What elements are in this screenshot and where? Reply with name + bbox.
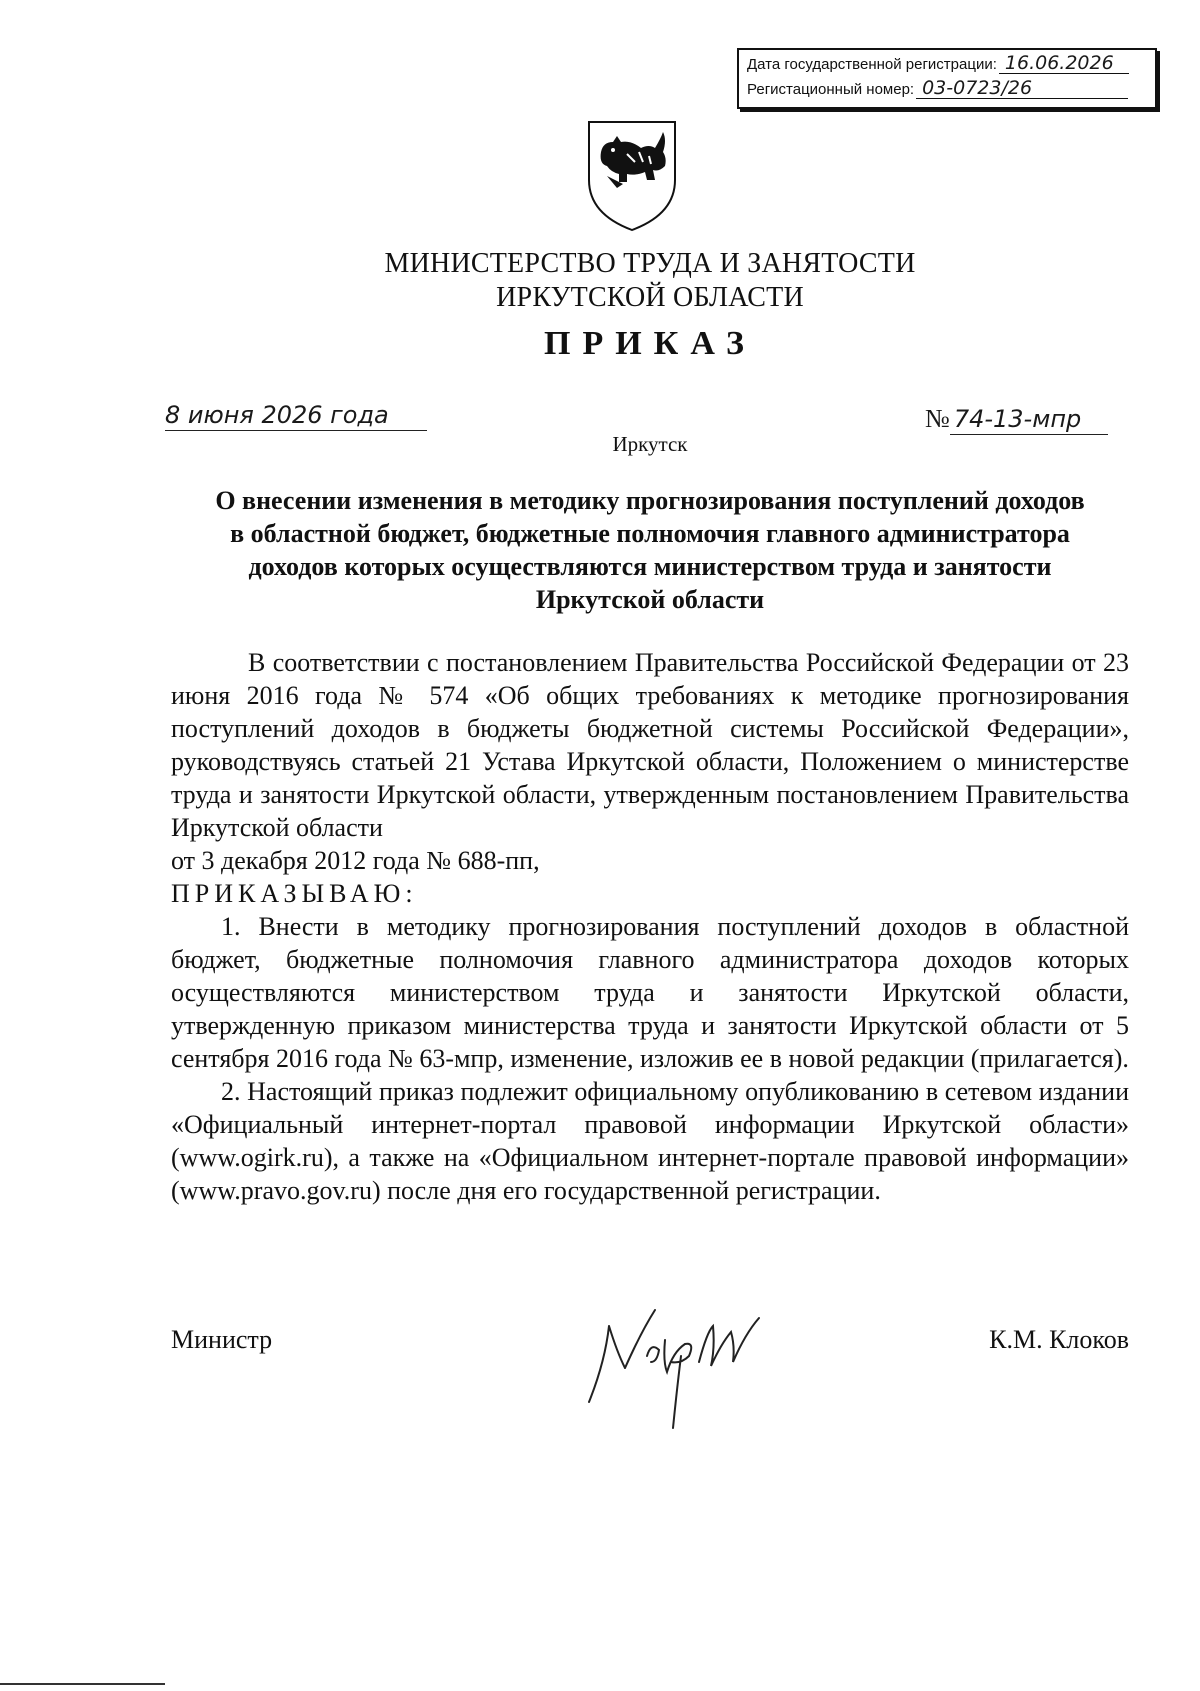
signatory-name: К.М. Клоков (989, 1325, 1129, 1354)
registration-number-row (747, 78, 1128, 102)
registration-date-value: 16.06.2026 (999, 53, 1129, 74)
order-subject-line4: Иркутской области (535, 585, 765, 614)
order-number (925, 404, 1135, 435)
order-subject-line1: О внесении изменения в методику прогнозирования поступлений доходов (215, 486, 1085, 515)
order-date: 8 июня 2026 года (165, 400, 427, 431)
document-type-title: ПРИКАЗ (544, 325, 756, 362)
order-subject-line3: доходов которых осуществляются министерством труда и занятости (248, 552, 1052, 581)
order-word: ПРИКАЗЫВАЮ: (171, 879, 418, 908)
order-subject (160, 484, 1140, 616)
order-item-1: 1. Внести в методику прогнозирования поступлений доходов в областной бюджет, бюджетные полномочия главного администратора доходов которых осуществляются министерством труда и занятости Иркутской области, утвержденную приказом министерства труда и занятости Иркутской области от 5 сентября 2016 года № 63-мпр, изменение, изложив ее в новой редакции (прилагается). (171, 912, 1129, 1073)
coat-of-arms-icon (583, 118, 681, 234)
registration-stamp (737, 48, 1157, 109)
number-sign: № (925, 404, 950, 433)
registration-date-row (747, 53, 1129, 77)
page-corner-mark (0, 1683, 165, 1685)
order-item-2: 2. Настоящий приказ подлежит официальному опубликованию в сетевом издании «Официальный интернет-портал правовой информации Иркутской области» (www.ogirk.ru), а также на «Официальном интернет-портале правовой информации» (www.pravo.gov.ru) после дня его государственной регистрации. (171, 1077, 1129, 1205)
ministry-name-line2: ИРКУТСКОЙ ОБЛАСТИ (496, 282, 804, 313)
registration-date-label: Дата государственной регистрации: (747, 56, 997, 73)
preamble-paragraph: В соответствии с постановлением Правительства Российской Федерации от 23 июня 2016 года № 574 «Об общих требованиях к методике прогнозирования поступлений доходов в бюджеты бюджетной системы Российской Федерации», руководствуясь статьей 21 Устава Иркутской области, Положением о министерстве труда и занятости Иркутской области, утвержденным постановлением Правительства Иркутской области (171, 648, 1129, 842)
ministry-name-line1: МИНИСТЕРСТВО ТРУДА И ЗАНЯТОСТИ (384, 248, 916, 279)
ministry-name (200, 247, 1100, 315)
handwritten-signature (581, 1292, 791, 1442)
city-name: Иркутск (612, 432, 688, 456)
preamble-tail: от 3 декабря 2012 года № 688-пп, (171, 846, 540, 875)
registration-number-value: 03-0723/26 (916, 78, 1128, 99)
order-number-value: 74-13-мпр (950, 404, 1108, 435)
signatory-title: Министр (171, 1325, 273, 1354)
registration-number-label: Регистационный номер: (747, 81, 915, 98)
order-body (171, 646, 1129, 1207)
signature-block (171, 1300, 1129, 1430)
order-subject-line2: в областной бюджет, бюджетные полномочия главного администратора (230, 519, 1070, 548)
